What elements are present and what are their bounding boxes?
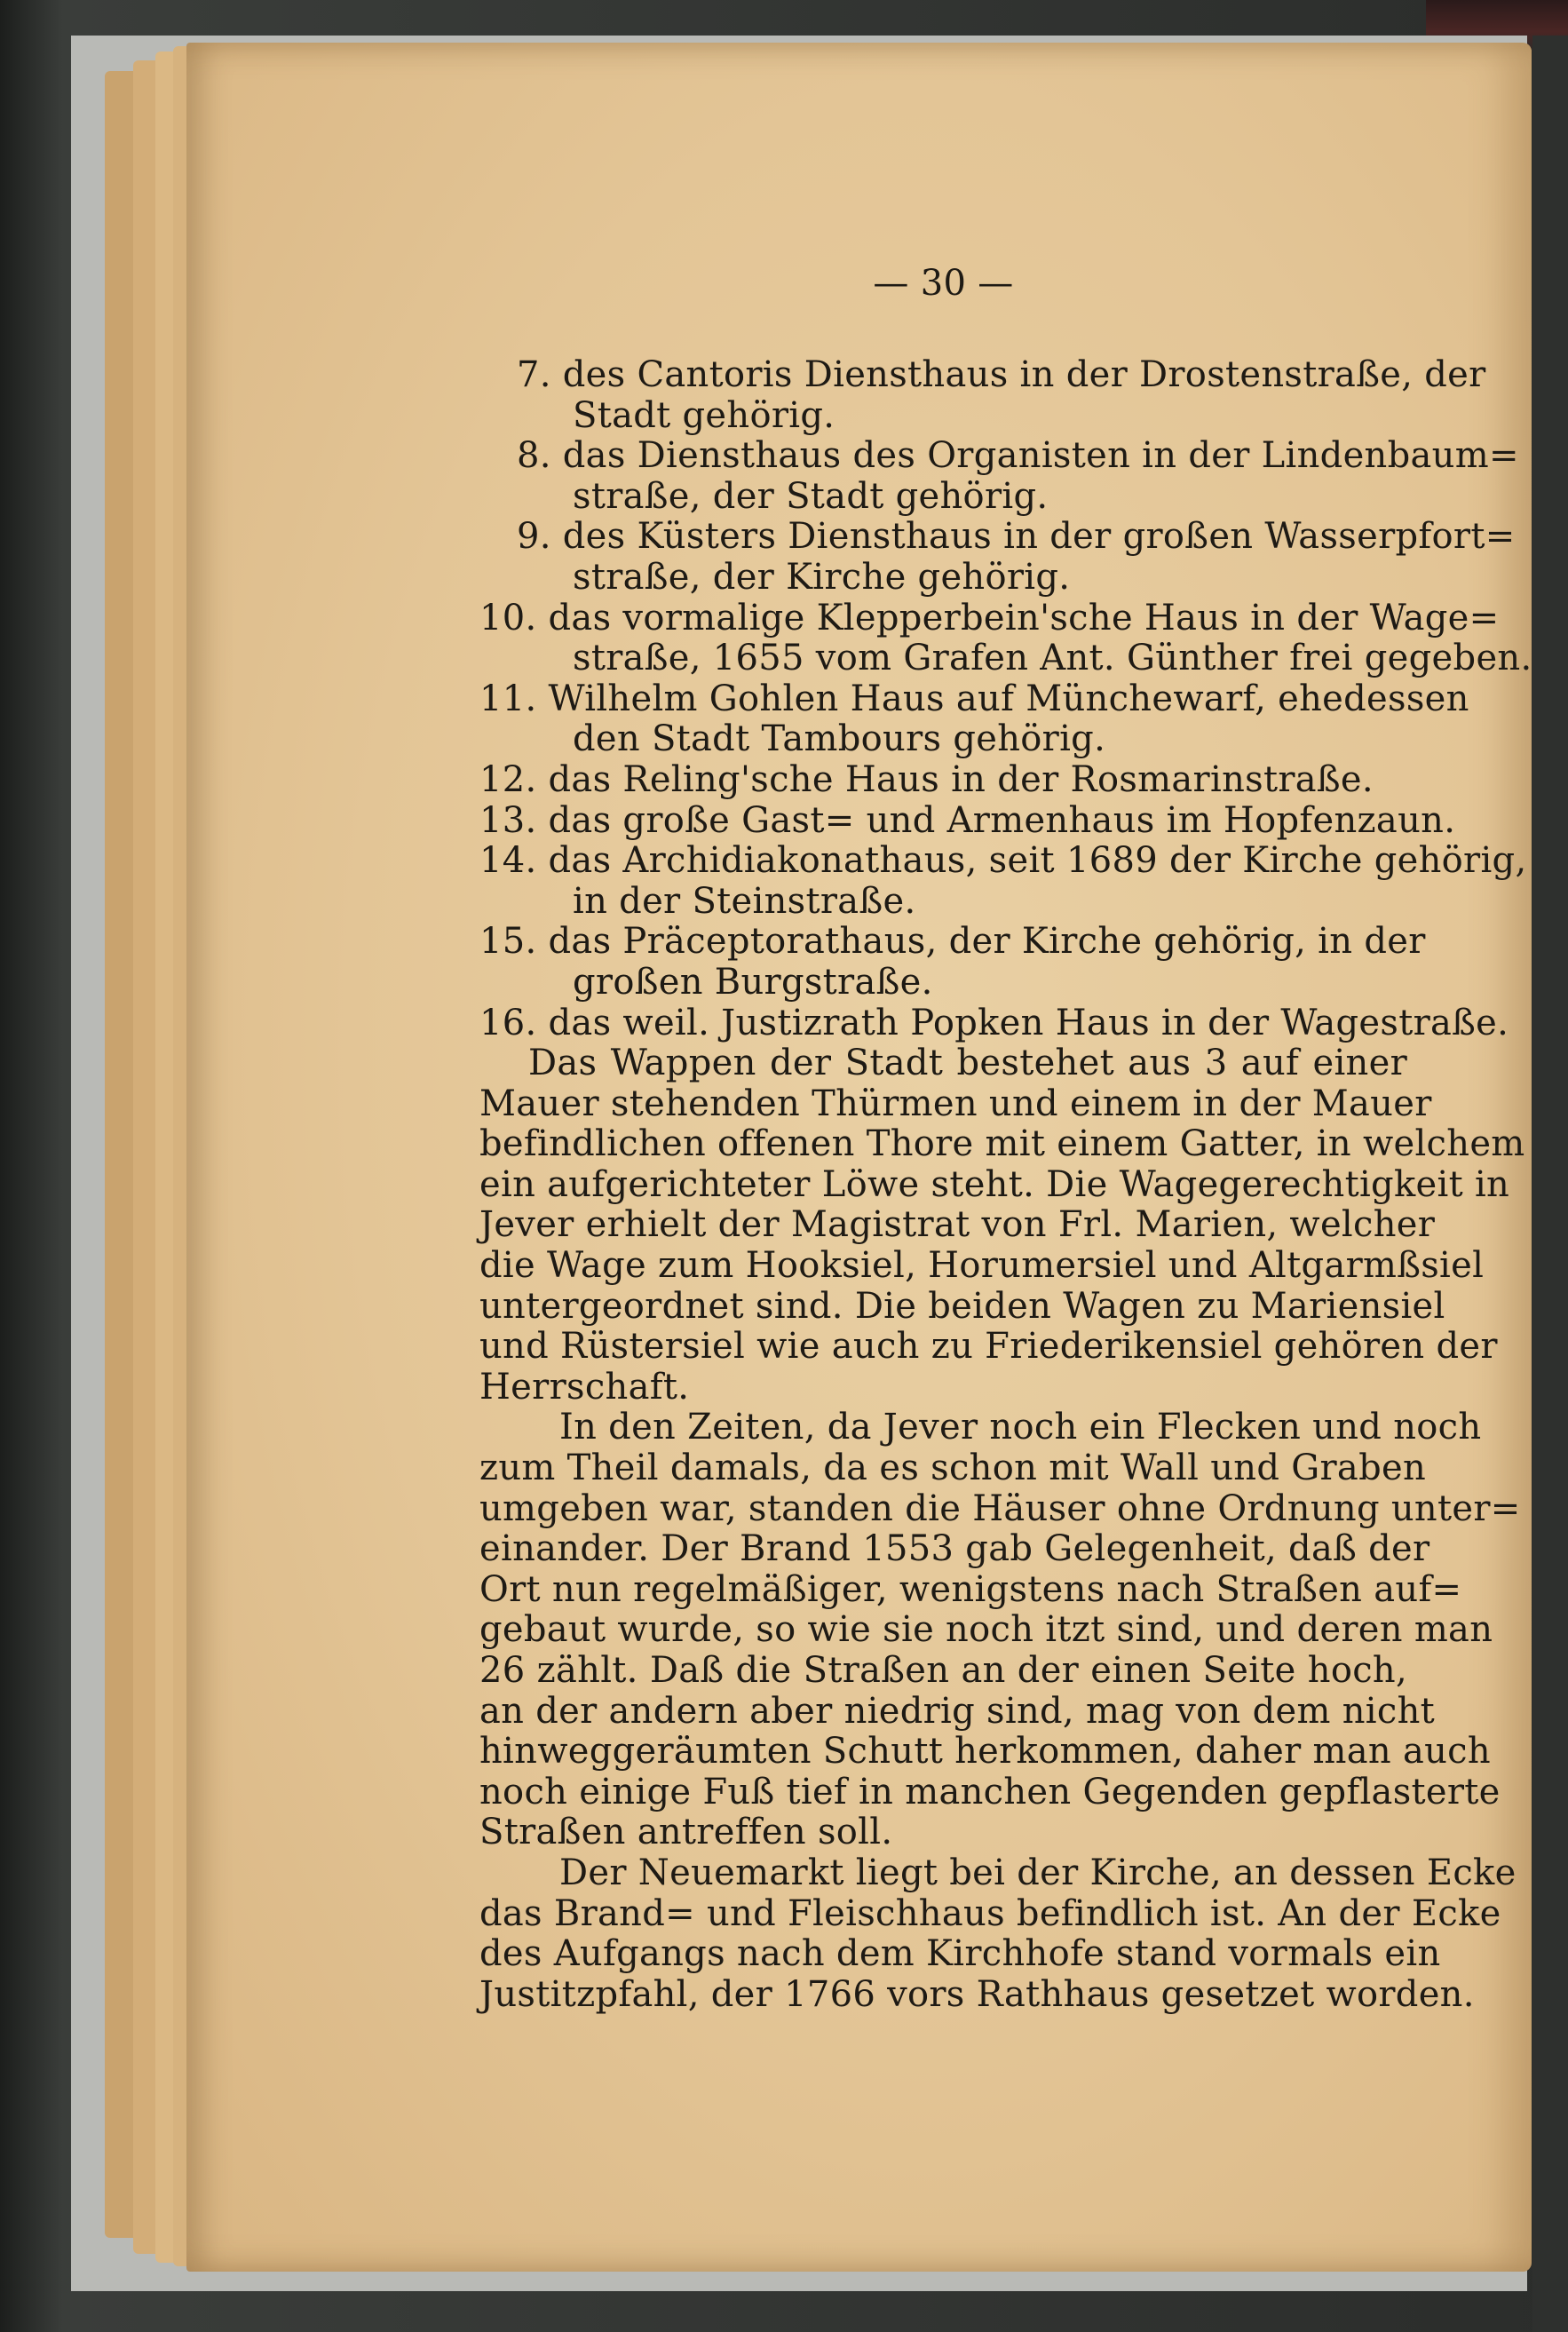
text-line: Straßen antreffen soll. xyxy=(479,1812,893,1853)
text-line: 11. Wilhelm Gohlen Haus auf Münchewarf, ehedessen xyxy=(479,678,1469,719)
text-line: Herrschaft. xyxy=(479,1366,690,1408)
text-line: befindlichen offenen Thore mit einem Gatter, in welchem xyxy=(479,1123,1525,1165)
text-line: an der andern aber niedrig sind, mag von dem nicht xyxy=(479,1690,1436,1732)
text-line: ein aufgerichteter Löwe steht. Die Wagegerechtigkeit in xyxy=(479,1163,1510,1205)
text-line: des Aufgangs nach dem Kirchhofe stand vormals ein xyxy=(479,1933,1441,1975)
text-line: zum Theil damals, da es schon mit Wall und Graben xyxy=(479,1448,1427,1489)
text-line: Justitzpfahl, der 1766 vors Rathhaus gesetzet worden. xyxy=(479,1973,1475,2015)
text-line: In den Zeiten, da Jever noch ein Flecken und noch xyxy=(559,1407,1482,1448)
text-lines xyxy=(479,354,1532,2015)
text-line: straße, 1655 vom Grafen Ant. Günther frei gegeben. xyxy=(573,638,1532,679)
text-line: straße, der Kirche gehörig. xyxy=(573,556,1071,598)
text-line: umgeben war, standen die Häuser ohne Ordnung unter= xyxy=(479,1487,1521,1529)
text-line: hinweggeräumten Schutt herkommen, daher man auch xyxy=(479,1731,1491,1773)
text-line: 14. das Archidiakonathaus, seit 1689 der Kirche gehörig, xyxy=(479,840,1527,882)
text-line: Ort nun regelmäßiger, wenigstens nach Straßen auf= xyxy=(479,1568,1462,1610)
text-line: Der Neuemarkt liegt bei der Kirche, an dessen Ecke xyxy=(559,1852,1517,1893)
cover-edge xyxy=(1532,36,1568,2332)
text-line: 26 zählt. Daß die Straßen an der einen Seite hoch, xyxy=(479,1650,1407,1691)
text-line: gebaut wurde, so wie sie noch itzt sind, und deren man xyxy=(479,1609,1493,1651)
text-line: 7. des Cantoris Diensthaus in der Drostenstraße, der xyxy=(517,354,1486,395)
text-line: Mauer stehenden Thürmen und einem in der Mauer xyxy=(479,1083,1432,1124)
text-line: 9. des Küsters Diensthaus in der großen Wasserpfort= xyxy=(517,516,1516,558)
text-line: 12. das Reling'sche Haus in der Rosmarinstraße. xyxy=(479,758,1374,800)
text-line: in der Steinstraße. xyxy=(573,880,916,922)
text-line: straße, der Stadt gehörig. xyxy=(573,475,1049,517)
text-line: das Brand= und Fleischhaus befindlich ist. An der Ecke xyxy=(479,1892,1501,1934)
text-line: den Stadt Tambours gehörig. xyxy=(573,718,1106,760)
text-line: 10. das vormalige Klepperbein'sche Haus in der Wage= xyxy=(479,597,1500,639)
text-line: 13. das große Gast= und Armenhaus im Hopfenzaun. xyxy=(479,799,1456,841)
text-line: 15. das Präceptorathaus, der Kirche gehörig, in der xyxy=(479,921,1426,963)
text-line: 8. das Diensthaus des Organisten in der Lindenbaum= xyxy=(517,435,1519,477)
page-number: — 30 — xyxy=(873,263,1014,304)
text-line: großen Burgstraße. xyxy=(573,961,933,1003)
text-line: einander. Der Brand 1553 gab Gelegenheit, daß der xyxy=(479,1528,1430,1570)
text-line: 16. das weil. Justizrath Popken Haus in der Wagestraße. xyxy=(479,1002,1509,1043)
text-line: untergeordnet sind. Die beiden Wagen zu Mariensiel xyxy=(479,1285,1445,1327)
text-line: Jever erhielt der Magistrat von Frl. Marien, welcher xyxy=(479,1204,1436,1246)
text-line: die Wage zum Hooksiel, Horumersiel und Altgarmßsiel xyxy=(479,1245,1485,1287)
text-line: und Rüstersiel wie auch zu Friederikensiel gehören der xyxy=(479,1326,1498,1368)
text-line: Stadt gehörig. xyxy=(573,394,835,436)
text-line: Das Wappen der Stadt bestehet aus 3 auf einer xyxy=(528,1043,1407,1084)
text-line: noch einige Fuß tief in manchen Gegenden gepflasterte xyxy=(479,1771,1501,1812)
